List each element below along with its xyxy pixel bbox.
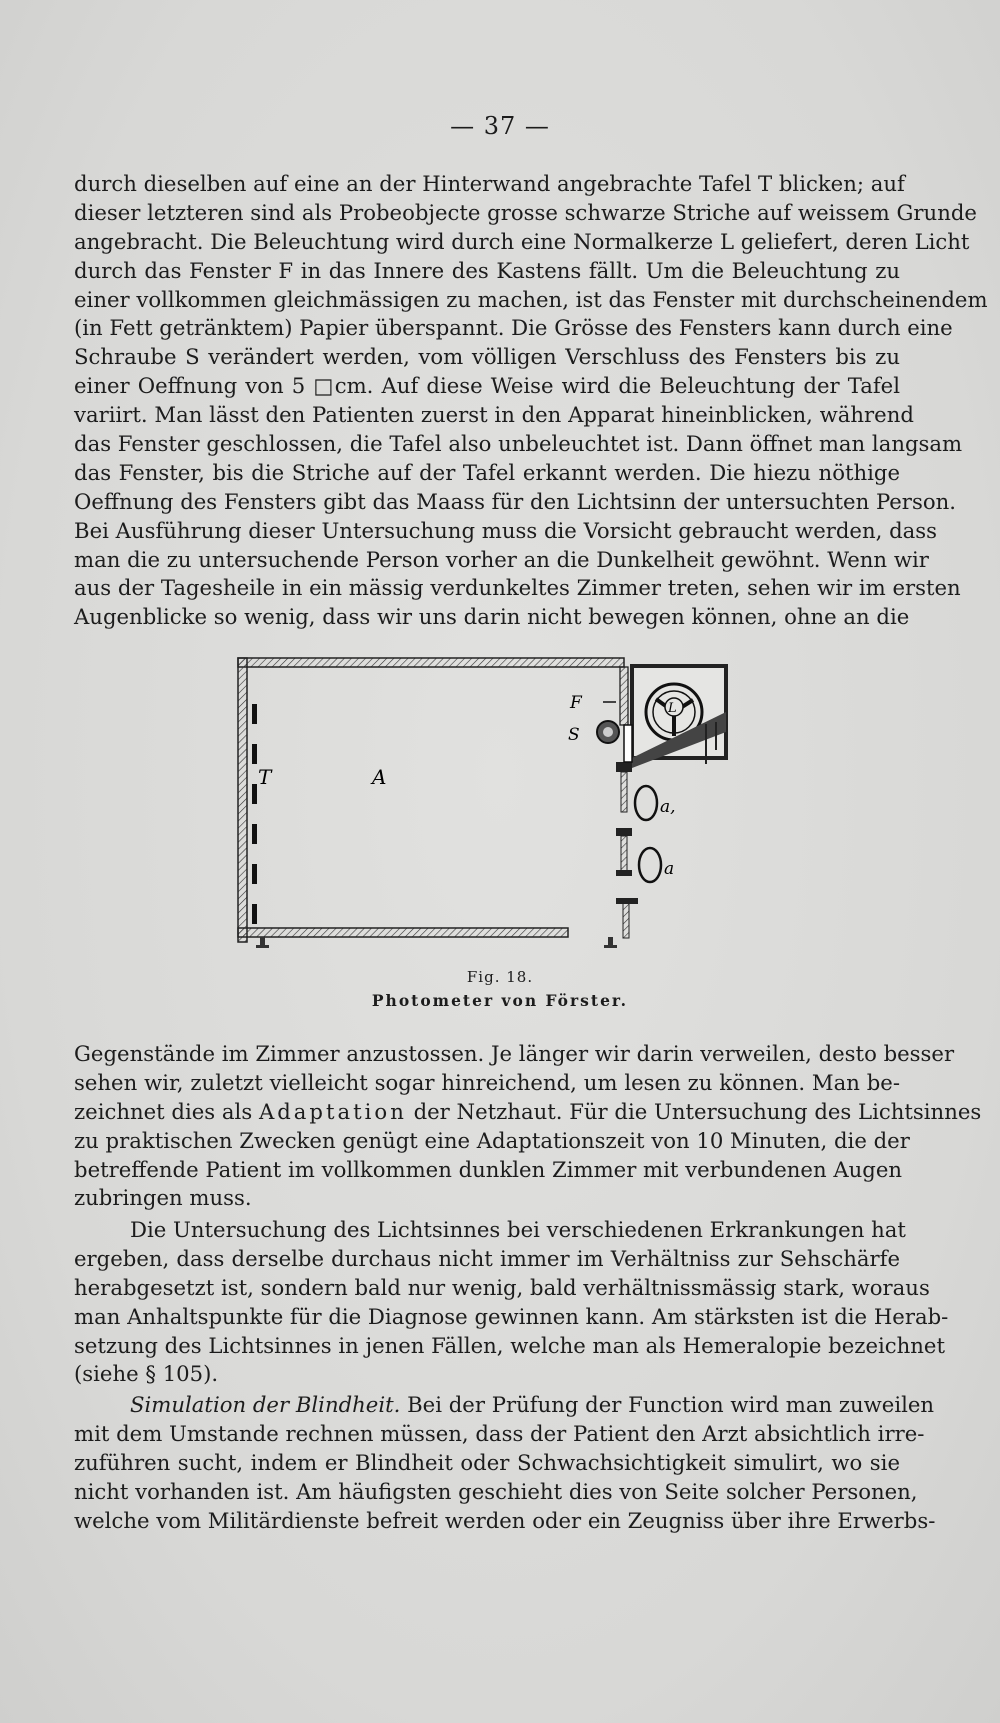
paragraph-1 [74, 170, 988, 632]
label-S: S [568, 725, 580, 745]
text-line: nicht vorhanden ist. Am häufigsten geschieht dies von Seite solcher Personen, [74, 1478, 918, 1504]
text-line: angebracht. Die Beleuchtung wird durch eine Normalkerze L geliefert, deren Licht [74, 228, 970, 254]
text-line: aus der Tagesheile in ein mässig verdunkeltes Zimmer treten, sehen wir im ersten [74, 575, 961, 601]
text-line: zeichnet dies als Adaptation der Netzhaut. Für die Untersuchung des Lichtsinnes [74, 1098, 982, 1124]
text-line: betreffende Patient im vollkommen dunklen Zimmer mit verbundenen Augen [74, 1156, 903, 1182]
label-T: T [258, 765, 272, 789]
tafel-strokes [252, 704, 257, 924]
text-line: welche vom Militärdienste befreit werden oder ein Zeugniss über ihre Erwerbs- [74, 1507, 936, 1533]
box-left-wall [238, 658, 247, 942]
text-line: (siehe § 105). [74, 1361, 219, 1387]
text-line: Gegenstände im Zimmer anzustossen. Je länger wir darin verweilen, desto besser [74, 1041, 955, 1066]
label-F: F [570, 693, 582, 713]
eyepiece-a [639, 848, 661, 882]
text-line: (in Fett getränktem) Papier überspannt. Die Grösse des Fensters kann durch eine [74, 315, 953, 341]
figure-caption: Photometer von Förster. [371, 991, 629, 1010]
text-line: ergeben, dass derselbe durchaus nicht immer im Verhältniss zur Sehschärfe [74, 1245, 900, 1271]
photometer-figure [230, 652, 730, 952]
text-line: Bei Ausführung dieser Untersuchung muss die Vorsicht gebraucht werden, dass [74, 517, 938, 543]
text-line: herabgesetzt ist, sondern bald nur wenig, bald verhältnissmässig stark, woraus [74, 1274, 930, 1300]
text-line: variirt. Man lässt den Patienten zuerst in den Apparat hineinblicken, während [74, 402, 914, 428]
partition-mid [616, 762, 632, 772]
partition-lower [616, 828, 632, 836]
page-number: — 37 — [450, 112, 550, 140]
partition-upper [620, 667, 628, 725]
text-line: durch das Fenster F in das Innere des Kastens fällt. Um die Beleuchtung zu [74, 257, 900, 283]
section-heading: Simulation der Blindheit. [130, 1392, 401, 1417]
figure-number: Fig. 18. [466, 968, 534, 986]
label-L: L [668, 701, 677, 716]
paragraph-4 [74, 1391, 936, 1535]
text-line: das Fenster geschlossen, die Tafel also unbeleuchtet ist. Dann öffnet man langsam [74, 431, 963, 457]
text-line: mit dem Umstande rechnen müssen, dass der Patient den Arzt absichtlich irre- [74, 1420, 925, 1446]
text-line: sehen wir, zuletzt vielleicht sogar hinreichend, um lesen zu können. Man be- [74, 1069, 900, 1095]
label-a1: a, [660, 797, 676, 817]
text-line: das Fenster, bis die Striche auf der Tafel erkannt werden. Die hiezu nöthige [74, 459, 900, 485]
box-top-wall [238, 658, 624, 667]
text-line: einer vollkommen gleichmässigen zu machen, ist das Fenster mit durchscheinendem [74, 286, 988, 312]
text-line: man die zu untersuchende Person vorher an die Dunkelheit gewöhnt. Wenn wir [74, 546, 929, 572]
eyepiece-a1 [635, 786, 657, 820]
paragraph-2 [74, 1040, 982, 1213]
box-bottom-wall [238, 928, 568, 937]
text-line: zu praktischen Zwecken genügt eine Adaptationszeit von 10 Minuten, die der [74, 1127, 910, 1153]
text-line: setzung des Lichtsinnes in jenen Fällen, welche man als Hemeralopie bezeichnet [74, 1332, 945, 1358]
text-line: Schraube S verändert werden, vom völligen Verschluss des Fensters bis zu [74, 344, 900, 370]
text-line: Oeffnung des Fensters gibt das Maass für den Lichtsinn der untersuchten Person. [74, 488, 956, 514]
text-line: zubringen muss. [74, 1185, 252, 1211]
paragraph-3 [74, 1216, 949, 1389]
label-a: a [664, 859, 675, 879]
text-line: dieser letzteren sind als Probeobjecte grosse schwarze Striche auf weissem Grunde [74, 199, 977, 225]
text-line: Die Untersuchung des Lichtsinnes bei verschiedenen Erkrankungen hat [130, 1217, 906, 1242]
text-line: einer Oeffnung von 5 □cm. Auf diese Weise wird die Beleuchtung der Tafel [74, 373, 900, 399]
window-F [624, 725, 632, 762]
text-line: Augenblicke so wenig, dass wir uns darin nicht bewegen können, ohne an die [74, 604, 910, 630]
spaced-term: Adaptation [258, 1098, 407, 1124]
text-line: Simulation der Blindheit. Bei der Prüfung der Function wird man zuweilen [130, 1392, 935, 1417]
label-A: A [372, 765, 387, 789]
text-line: durch dieselben auf eine an der Hinterwand angebrachte Tafel T blicken; auf [74, 171, 905, 196]
text-line: zuführen sucht, indem er Blindheit oder Schwachsichtigkeit simulirt, wo sie [74, 1449, 900, 1475]
text-line: man Anhaltspunkte für die Diagnose gewinnen kann. Am stärksten ist die Herab- [74, 1303, 949, 1329]
